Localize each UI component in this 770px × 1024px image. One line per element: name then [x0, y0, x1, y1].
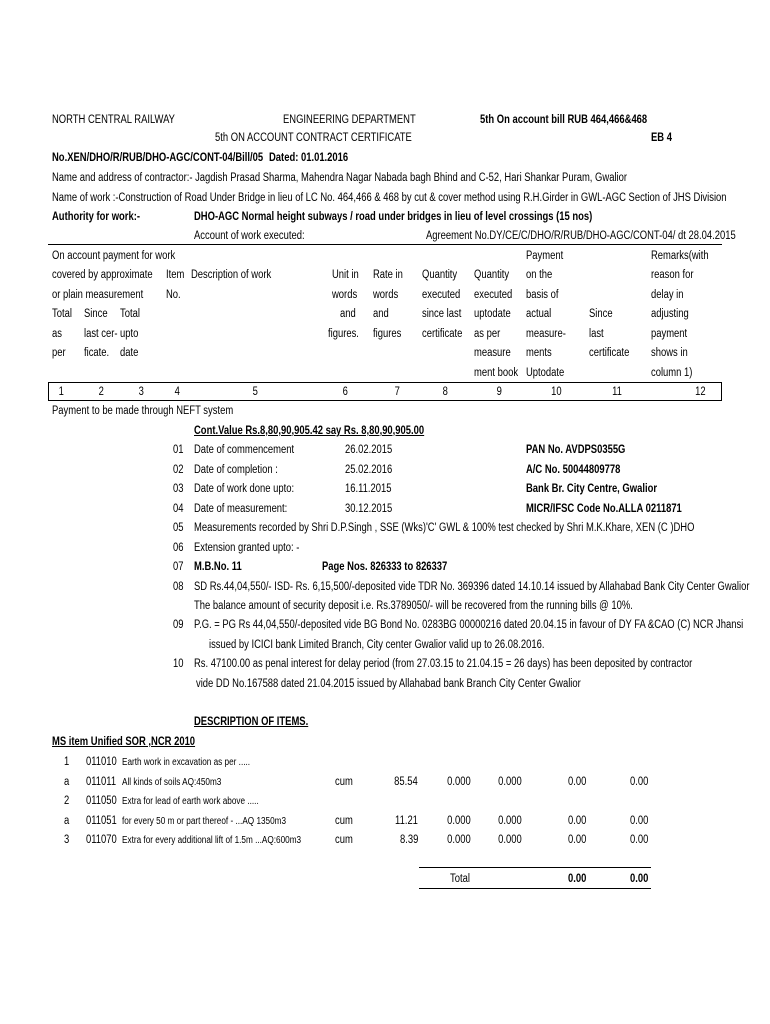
head-qtysince-2: executed [422, 289, 461, 301]
head-onaccount-3: or plain measurement [52, 289, 144, 301]
head-rate-1: Rate in [373, 269, 403, 281]
eb-number: EB 4 [651, 132, 672, 144]
item-rate: 85.54 [394, 776, 418, 788]
account-number: A/C No. 50044809778 [526, 464, 621, 476]
item-description: Extra for every additional lift of 1.5m ...AQ:600m3 [122, 835, 302, 846]
detail-value: 26.02.2015 [345, 444, 393, 456]
head-since-2: last cer- [84, 328, 118, 340]
head-qtyupto-2: executed [474, 289, 513, 301]
note-measurements: Measurements recorded by Shri D.P.Singh , SSE (Wks)'C' GWL & 100% test checked by Shri M.K.Khare, XEN (C )DHO [194, 522, 695, 534]
head-remarks-2: reason for [651, 269, 694, 281]
note-number: 09 [173, 619, 184, 631]
note-number: 05 [173, 522, 184, 534]
sor-heading: MS item Unified SOR ,NCR 2010 [52, 736, 196, 748]
column-number: 4 [174, 386, 180, 398]
item-serial: 3 [64, 834, 70, 846]
head-since-3: ficate. [84, 347, 110, 359]
head-qtyupto-5: measure [474, 347, 511, 359]
detail-label: Date of completion : [194, 464, 278, 476]
total-label: Total [450, 873, 470, 885]
head-remarks-7: column 1) [651, 367, 693, 379]
item-unit: cum [335, 815, 353, 827]
reference-date: Dated: 01.01.2016 [269, 152, 349, 164]
total-bottom-rule [419, 888, 651, 889]
head-qtyupto-6: ment book [474, 367, 519, 379]
head-payment-6: ments [526, 347, 552, 359]
head-remarks-5: payment [651, 328, 688, 340]
head-payment-3: basis of [526, 289, 559, 301]
agreement-number: Agreement No.DY/CE/C/DHO/R/RUB/DHO-AGC/CONT-04/ dt 28.04.2015 [426, 230, 736, 242]
table-top-rule [48, 244, 722, 245]
head-sincelast-3: certificate [589, 347, 630, 359]
head-total2-1: Total [120, 308, 140, 320]
note-number: 08 [173, 581, 184, 593]
head-total2-2: upto [120, 328, 139, 340]
column-divider [48, 382, 49, 400]
head-rate-2: words [373, 289, 399, 301]
item-qty-upto: 0.000 [498, 815, 522, 827]
item-description: All kinds of soils AQ:450m3 [122, 777, 222, 788]
head-unit-1: Unit in [332, 269, 359, 281]
item-qty-since: 0.000 [447, 776, 471, 788]
item-serial: a [64, 776, 70, 788]
head-payment-2: on the [526, 269, 553, 281]
head-payment-4: actual [526, 308, 552, 320]
ifsc-code: MICR/IFSC Code No.ALLA 0211871 [526, 503, 682, 515]
head-total2-3: date [120, 347, 139, 359]
head-payment-5: measure- [526, 328, 566, 340]
bank-branch: Bank Br. City Centre, Gwalior [526, 483, 658, 495]
detail-value: 16.11.2015 [345, 483, 392, 495]
item-qty-upto: 0.000 [498, 776, 522, 788]
head-qtysince-4: certificate [422, 328, 463, 340]
item-code: 011051 [86, 815, 117, 827]
head-unit-2: words [332, 289, 358, 301]
item-description: Extra for lead of earth work above ..... [122, 796, 259, 807]
head-qtysince-3: since last [422, 308, 462, 320]
head-total-2: as [52, 328, 62, 340]
item-code: 011011 [86, 776, 117, 788]
head-qtyupto-3: uptodate [474, 308, 511, 320]
head-onaccount-1: On account payment for work [52, 250, 176, 262]
item-unit: cum [335, 834, 353, 846]
note-penal-dd: vide DD No.167588 dated 21.04.2015 issued by Allahabad bank Branch City Center Gwalior [196, 678, 581, 690]
org-name: NORTH CENTRAL RAILWAY [52, 114, 175, 126]
column-number: 3 [138, 386, 144, 398]
contract-value: Cont.Value Rs.8,80,90,905.42 say Rs. 8,80,90,905.00 [194, 425, 425, 437]
column-number: 9 [496, 386, 502, 398]
column-number: 2 [98, 386, 104, 398]
item-payment-upto: 0.00 [567, 776, 586, 788]
work-name-line: Name of work :-Construction of Road Under Bridge in lieu of LC No. 464,466 & 468 by cut & cover method using R.H.Girder in GWL-AGC Section of JHS Division [52, 192, 727, 204]
head-remarks-3: delay in [651, 289, 684, 301]
detail-number: 03 [173, 483, 184, 495]
head-rate-3: and [373, 308, 389, 320]
item-payment-upto: 0.00 [567, 815, 586, 827]
item-description: Earth work in excavation as per ..... [122, 757, 251, 768]
head-sincelast-1: Since [589, 308, 613, 320]
note-pg-bond: P.G. = PG Rs 44,04,550/-deposited vide BG Bond No. 0283BG 00000216 dated 20.04.15 in favour of DY FA &CAO (C) NCR Jhansi [194, 619, 744, 631]
certificate-title: 5th ON ACCOUNT CONTRACT CERTIFICATE [215, 132, 412, 144]
note-security-deposit: SD Rs.44,04,550/- ISD- Rs. 6,15,500/-deposited vide TDR No. 369396 dated 14.10.14 issued by Allahabad Bank City Center Gwalior [194, 581, 750, 593]
head-total-3: per [52, 347, 66, 359]
head-description: Description of work [191, 269, 272, 281]
head-unit-3: and [340, 308, 356, 320]
head-qtyupto-4: as per [474, 328, 501, 340]
item-code: 011010 [86, 756, 117, 768]
head-sincelast-2: last [589, 328, 604, 340]
item-rate: 11.21 [395, 815, 418, 827]
contractor-line: Name and address of contractor:- Jagdish Prasad Sharma, Mahendra Nagar Nabada bagh Bhind and C-52, Hari Shankar Puram, Gwalior [52, 172, 628, 184]
item-serial: a [64, 815, 70, 827]
items-heading: DESCRIPTION OF ITEMS. [194, 716, 309, 728]
head-qtyupto-1: Quantity [474, 269, 510, 281]
detail-number: 04 [173, 503, 184, 515]
note-penal-interest: Rs. 47100.00 as penal interest for delay period (from 27.03.15 to 21.04.15 = 26 days) has been deposited by contractor [194, 658, 693, 670]
item-qty-upto: 0.000 [498, 834, 522, 846]
note-number: 10 [173, 658, 184, 670]
head-remarks-4: adjusting [651, 308, 689, 320]
detail-label: Date of commencement [194, 444, 295, 456]
detail-value: 30.12.2015 [345, 503, 393, 515]
item-serial: 2 [64, 795, 70, 807]
note-number: 07 [173, 561, 184, 573]
head-item-1: Item [166, 269, 185, 281]
department-name: ENGINEERING DEPARTMENT [283, 114, 416, 126]
detail-label: Date of work done upto: [194, 483, 295, 495]
total-top-rule [419, 867, 651, 868]
head-payment-1: Payment [526, 250, 564, 262]
head-unit-4: figures. [328, 328, 359, 340]
head-qtysince-1: Quantity [422, 269, 458, 281]
note-number: 06 [173, 542, 184, 554]
head-item-2: No. [166, 289, 181, 301]
detail-value: 25.02.2016 [345, 464, 393, 476]
authority-label: Authority for work:- [52, 211, 141, 223]
total-payment-since: 0.00 [629, 873, 648, 885]
column-number: 7 [394, 386, 400, 398]
item-payment-upto: 0.00 [567, 834, 586, 846]
head-total-1: Total [52, 308, 72, 320]
reference-number: No.XEN/DHO/R/RUB/DHO-AGC/CONT-04/Bill/05 [52, 152, 264, 164]
column-number: 12 [695, 386, 706, 398]
item-rate: 8.39 [399, 834, 418, 846]
head-remarks-1: Remarks(with [651, 250, 709, 262]
column-number: 11 [612, 386, 622, 398]
payment-note: Payment to be made through NEFT system [52, 405, 234, 417]
item-serial: 1 [64, 756, 70, 768]
bill-title: 5th On account bill RUB 464,466&468 [480, 114, 648, 126]
column-number-rule [48, 400, 722, 401]
pan-number: PAN No. AVDPS0355G [526, 444, 626, 456]
total-payment-upto: 0.00 [567, 873, 586, 885]
column-divider [721, 382, 722, 400]
note-security-balance: The balance amount of security deposit i.e. Rs.3789050/- will be recovered from the running bills @ 10%. [194, 600, 633, 612]
item-unit: cum [335, 776, 353, 788]
authority-value: DHO-AGC Normal height subways / road under bridges in lieu of level crossings (15 nos) [194, 211, 593, 223]
head-onaccount-2: covered by approximate [52, 269, 153, 281]
item-payment-since: 0.00 [629, 776, 648, 788]
mb-pages: Page Nos. 826333 to 826337 [322, 561, 448, 573]
column-number: 5 [252, 386, 258, 398]
head-since-1: Since [84, 308, 108, 320]
item-description: for every 50 m or part thereof - ...AQ 1350m3 [122, 816, 287, 827]
head-rate-4: figures [373, 328, 402, 340]
mb-number: M.B.No. 11 [194, 561, 242, 573]
head-bottom-rule [48, 382, 722, 383]
detail-number: 01 [173, 444, 184, 456]
account-label: Account of work executed: [194, 230, 305, 242]
item-code: 011070 [86, 834, 117, 846]
column-number: 6 [342, 386, 348, 398]
column-number: 8 [442, 386, 448, 398]
item-payment-since: 0.00 [629, 834, 648, 846]
item-code: 011050 [86, 795, 117, 807]
column-number: 10 [551, 386, 562, 398]
head-payment-7: Uptodate [526, 367, 565, 379]
detail-label: Date of measurement: [194, 503, 288, 515]
item-qty-since: 0.000 [447, 834, 471, 846]
detail-number: 02 [173, 464, 184, 476]
note-pg-issuer: issued by ICICI bank Limited Branch, City center Gwalior valid up to 26.08.2016. [209, 639, 545, 651]
item-qty-since: 0.000 [447, 815, 471, 827]
note-extension: Extension granted upto: - [194, 542, 300, 554]
item-payment-since: 0.00 [629, 815, 648, 827]
head-remarks-6: shows in [651, 347, 688, 359]
column-number: 1 [58, 386, 64, 398]
